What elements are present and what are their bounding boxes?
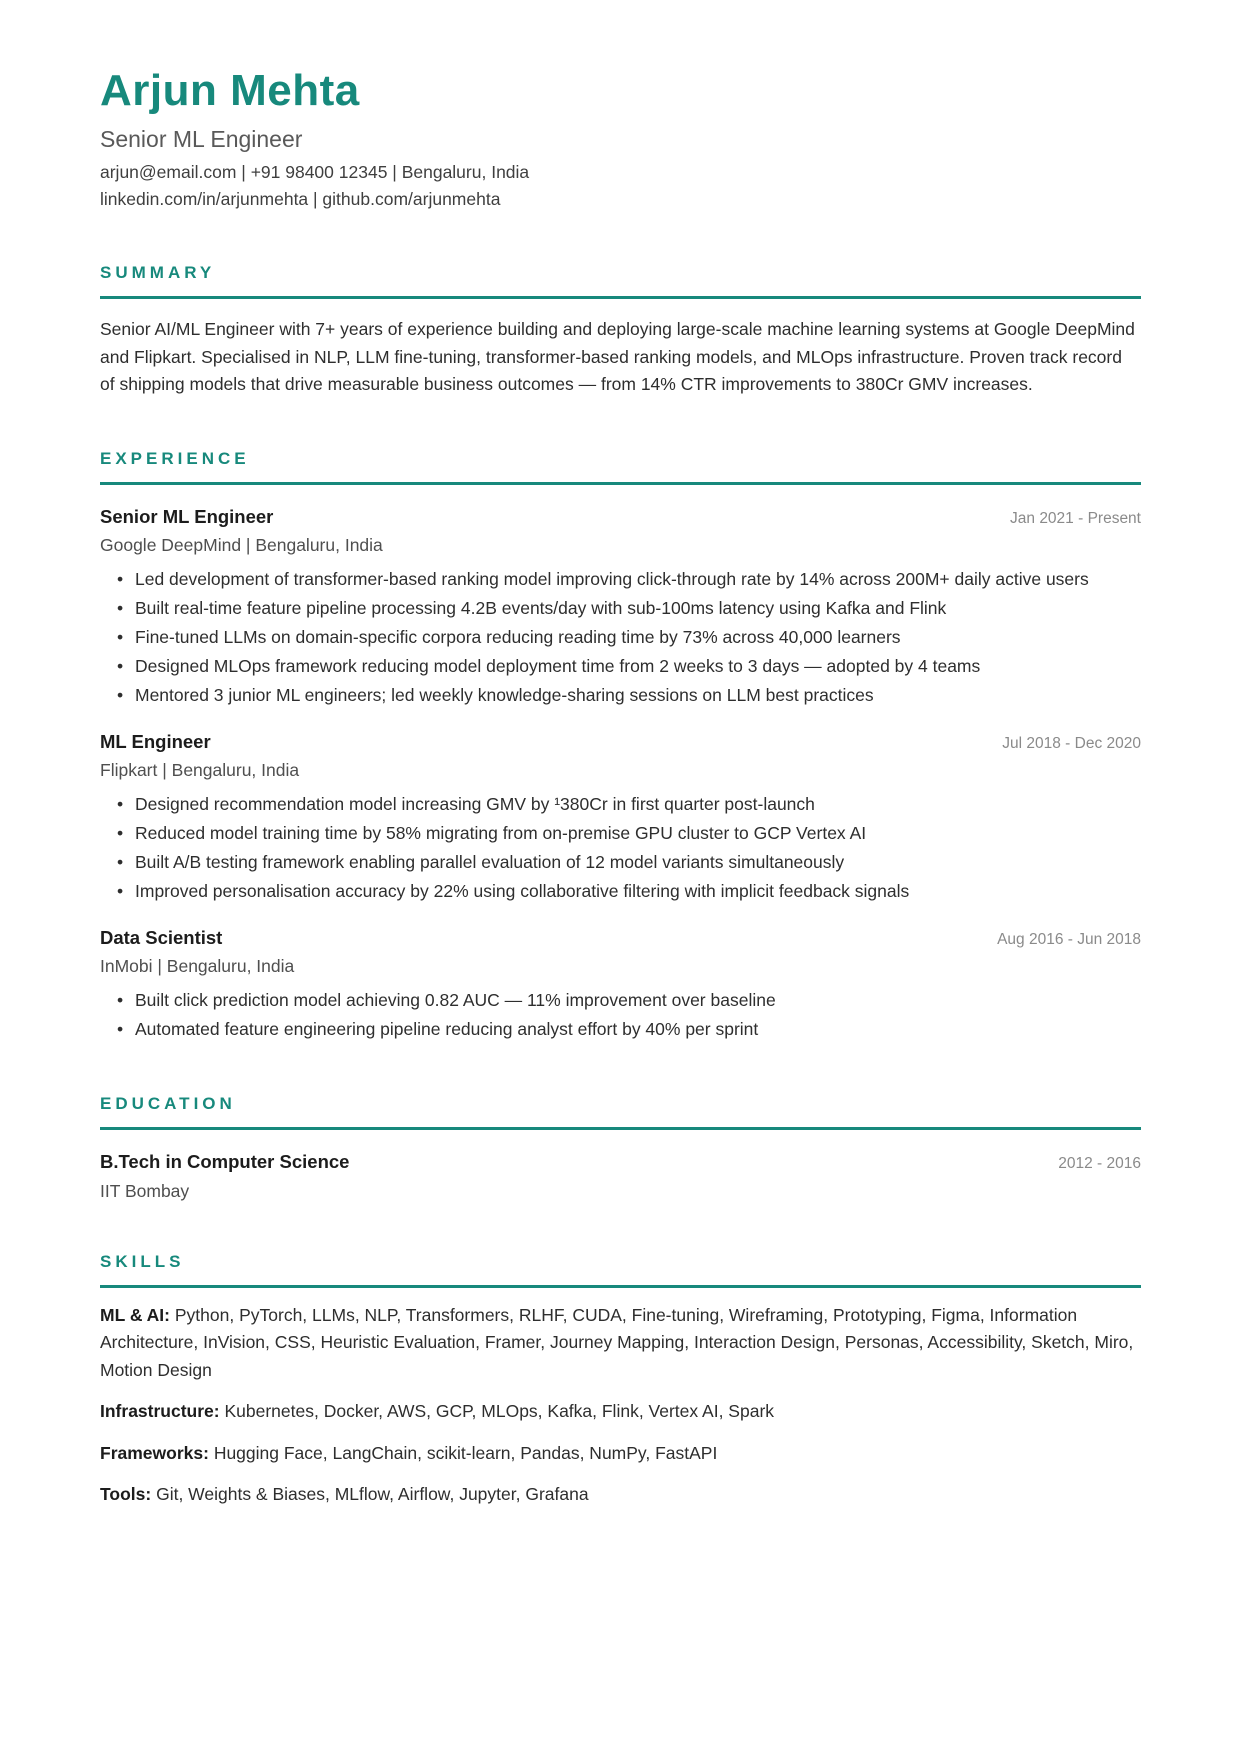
skill-row [100,1398,1141,1426]
experience-rule [100,482,1141,485]
job-company: Flipkart | Bengaluru, India [100,759,300,780]
education-heading: EDUCATION [100,1093,236,1113]
job-bullet: • Mentored 3 junior ML engineers; led weekly knowledge-sharing sessions on LLM best practices [117,681,1141,710]
education-rule [100,1127,1141,1130]
candidate-title: Senior ML Engineer [100,126,303,152]
skill-row [100,1481,1141,1509]
links-line: linkedin.com/in/arjunmehta | github.com/arjunmehta [100,189,501,209]
skill-list-text: Hugging Face, LangChain, scikit-learn, Pandas, NumPy, FastAPI [213,1442,718,1463]
degree-title: B.Tech in Computer Science [100,1150,350,1172]
experience-job [100,927,1141,1044]
skill-row [100,1440,1141,1468]
job-bullets [100,790,1141,906]
section-experience [100,449,1141,1044]
education-entry [100,1151,1141,1202]
experience-job [100,731,1141,906]
summary-heading: SUMMARY [100,263,216,282]
job-dates: Jul 2018 - Dec 2020 [1002,734,1141,752]
skills-list [100,1302,1141,1509]
job-bullet: • Led development of transformer-based ranking model improving click-through rate by 14% across 200M+ daily active users [117,565,1141,594]
job-bullet: • Built A/B testing framework enabling parallel evaluation of 12 model variants simultaneously [117,848,1141,877]
skill-row [100,1302,1141,1385]
job-bullets [100,565,1141,710]
experience-job-list [100,506,1141,1044]
contact-line: arjun@email.com | +91 98400 12345 | Bengaluru, India [100,162,530,182]
experience-job [100,506,1141,710]
job-company: InMobi | Bengaluru, India [100,955,295,976]
skills-heading: SKILLS [100,1251,185,1271]
school-name: IIT Bombay [100,1180,190,1201]
resume-header [100,66,1141,213]
job-dates: Aug 2016 - Jun 2018 [997,930,1141,948]
section-skills [100,1252,1141,1509]
job-bullet: • Reduced model training time by 58% migrating from on-premise GPU cluster to GCP Vertex AI [117,819,1141,848]
section-summary [100,263,1141,399]
skill-category-label: Infrastructure: [100,1401,220,1421]
skill-category-label: Frameworks: [100,1442,209,1463]
summary-text: Senior AI/ML Engineer with 7+ years of experience building and deploying large-scale machine learning systems at Google DeepMind and Flipkart. Specialised in NLP, LLM fine-tuning, transformer-based ranking models, and MLOps infrastructure. Proven track record of shipping models that drive measurable business outcomes — from 14% CTR improvements to 380Cr GMV increases. [100,319,1135,394]
job-title: Senior ML Engineer [100,505,274,527]
skill-list-text: Git, Weights & Biases, MLflow, Airflow, Jupyter, Grafana [156,1484,589,1504]
job-bullet: • Fine-tuned LLMs on domain-specific corpora reducing reading time by 73% across 40,000 learners [117,623,1141,652]
job-bullets [100,986,1141,1044]
skill-category-label: ML & AI: [100,1304,170,1325]
summary-rule [100,296,1141,299]
job-bullet: • Built click prediction model achieving 0.82 AUC — 11% improvement over baseline [117,986,1141,1015]
education-dates: 2012 - 2016 [1058,1154,1141,1172]
job-bullet: • Improved personalisation accuracy by 22% using collaborative filtering with implicit feedback signals [117,877,1141,906]
job-bullet: • Designed recommendation model increasing GMV by ¹380Cr in first quarter post-launch [117,790,1141,819]
job-title: Data Scientist [100,926,223,948]
skills-rule [100,1285,1141,1288]
job-bullet: • Automated feature engineering pipeline reducing analyst effort by 40% per sprint [117,1015,1141,1044]
candidate-name: Arjun Mehta [100,66,360,115]
job-title: ML Engineer [100,730,211,752]
skill-list-text: Python, PyTorch, LLMs, NLP, Transformers, RLHF, CUDA, Fine-tuning, Wireframing, Prototyping, Figma, Information Architecture, InVision, CSS, Heuristic Evaluation, Framer, Journey Mapping, Interaction Design, Personas, Accessibility, Sketch, Miro, Motion Design [100,1304,1134,1380]
job-bullet: • Built real-time feature pipeline processing 4.2B events/day with sub-100ms latency using Kafka and Flink [117,594,1141,623]
section-education [100,1094,1141,1202]
experience-heading: EXPERIENCE [100,448,250,468]
skill-category-label: Tools: [100,1484,152,1504]
job-company: Google DeepMind | Bengaluru, India [100,534,383,555]
job-dates: Jan 2021 - Present [1010,509,1141,527]
skill-list-text: Kubernetes, Docker, AWS, GCP, MLOps, Kafka, Flink, Vertex AI, Spark [224,1401,775,1421]
job-bullet: • Designed MLOps framework reducing model deployment time from 2 weeks to 3 days — adopted by 4 teams [117,652,1141,681]
